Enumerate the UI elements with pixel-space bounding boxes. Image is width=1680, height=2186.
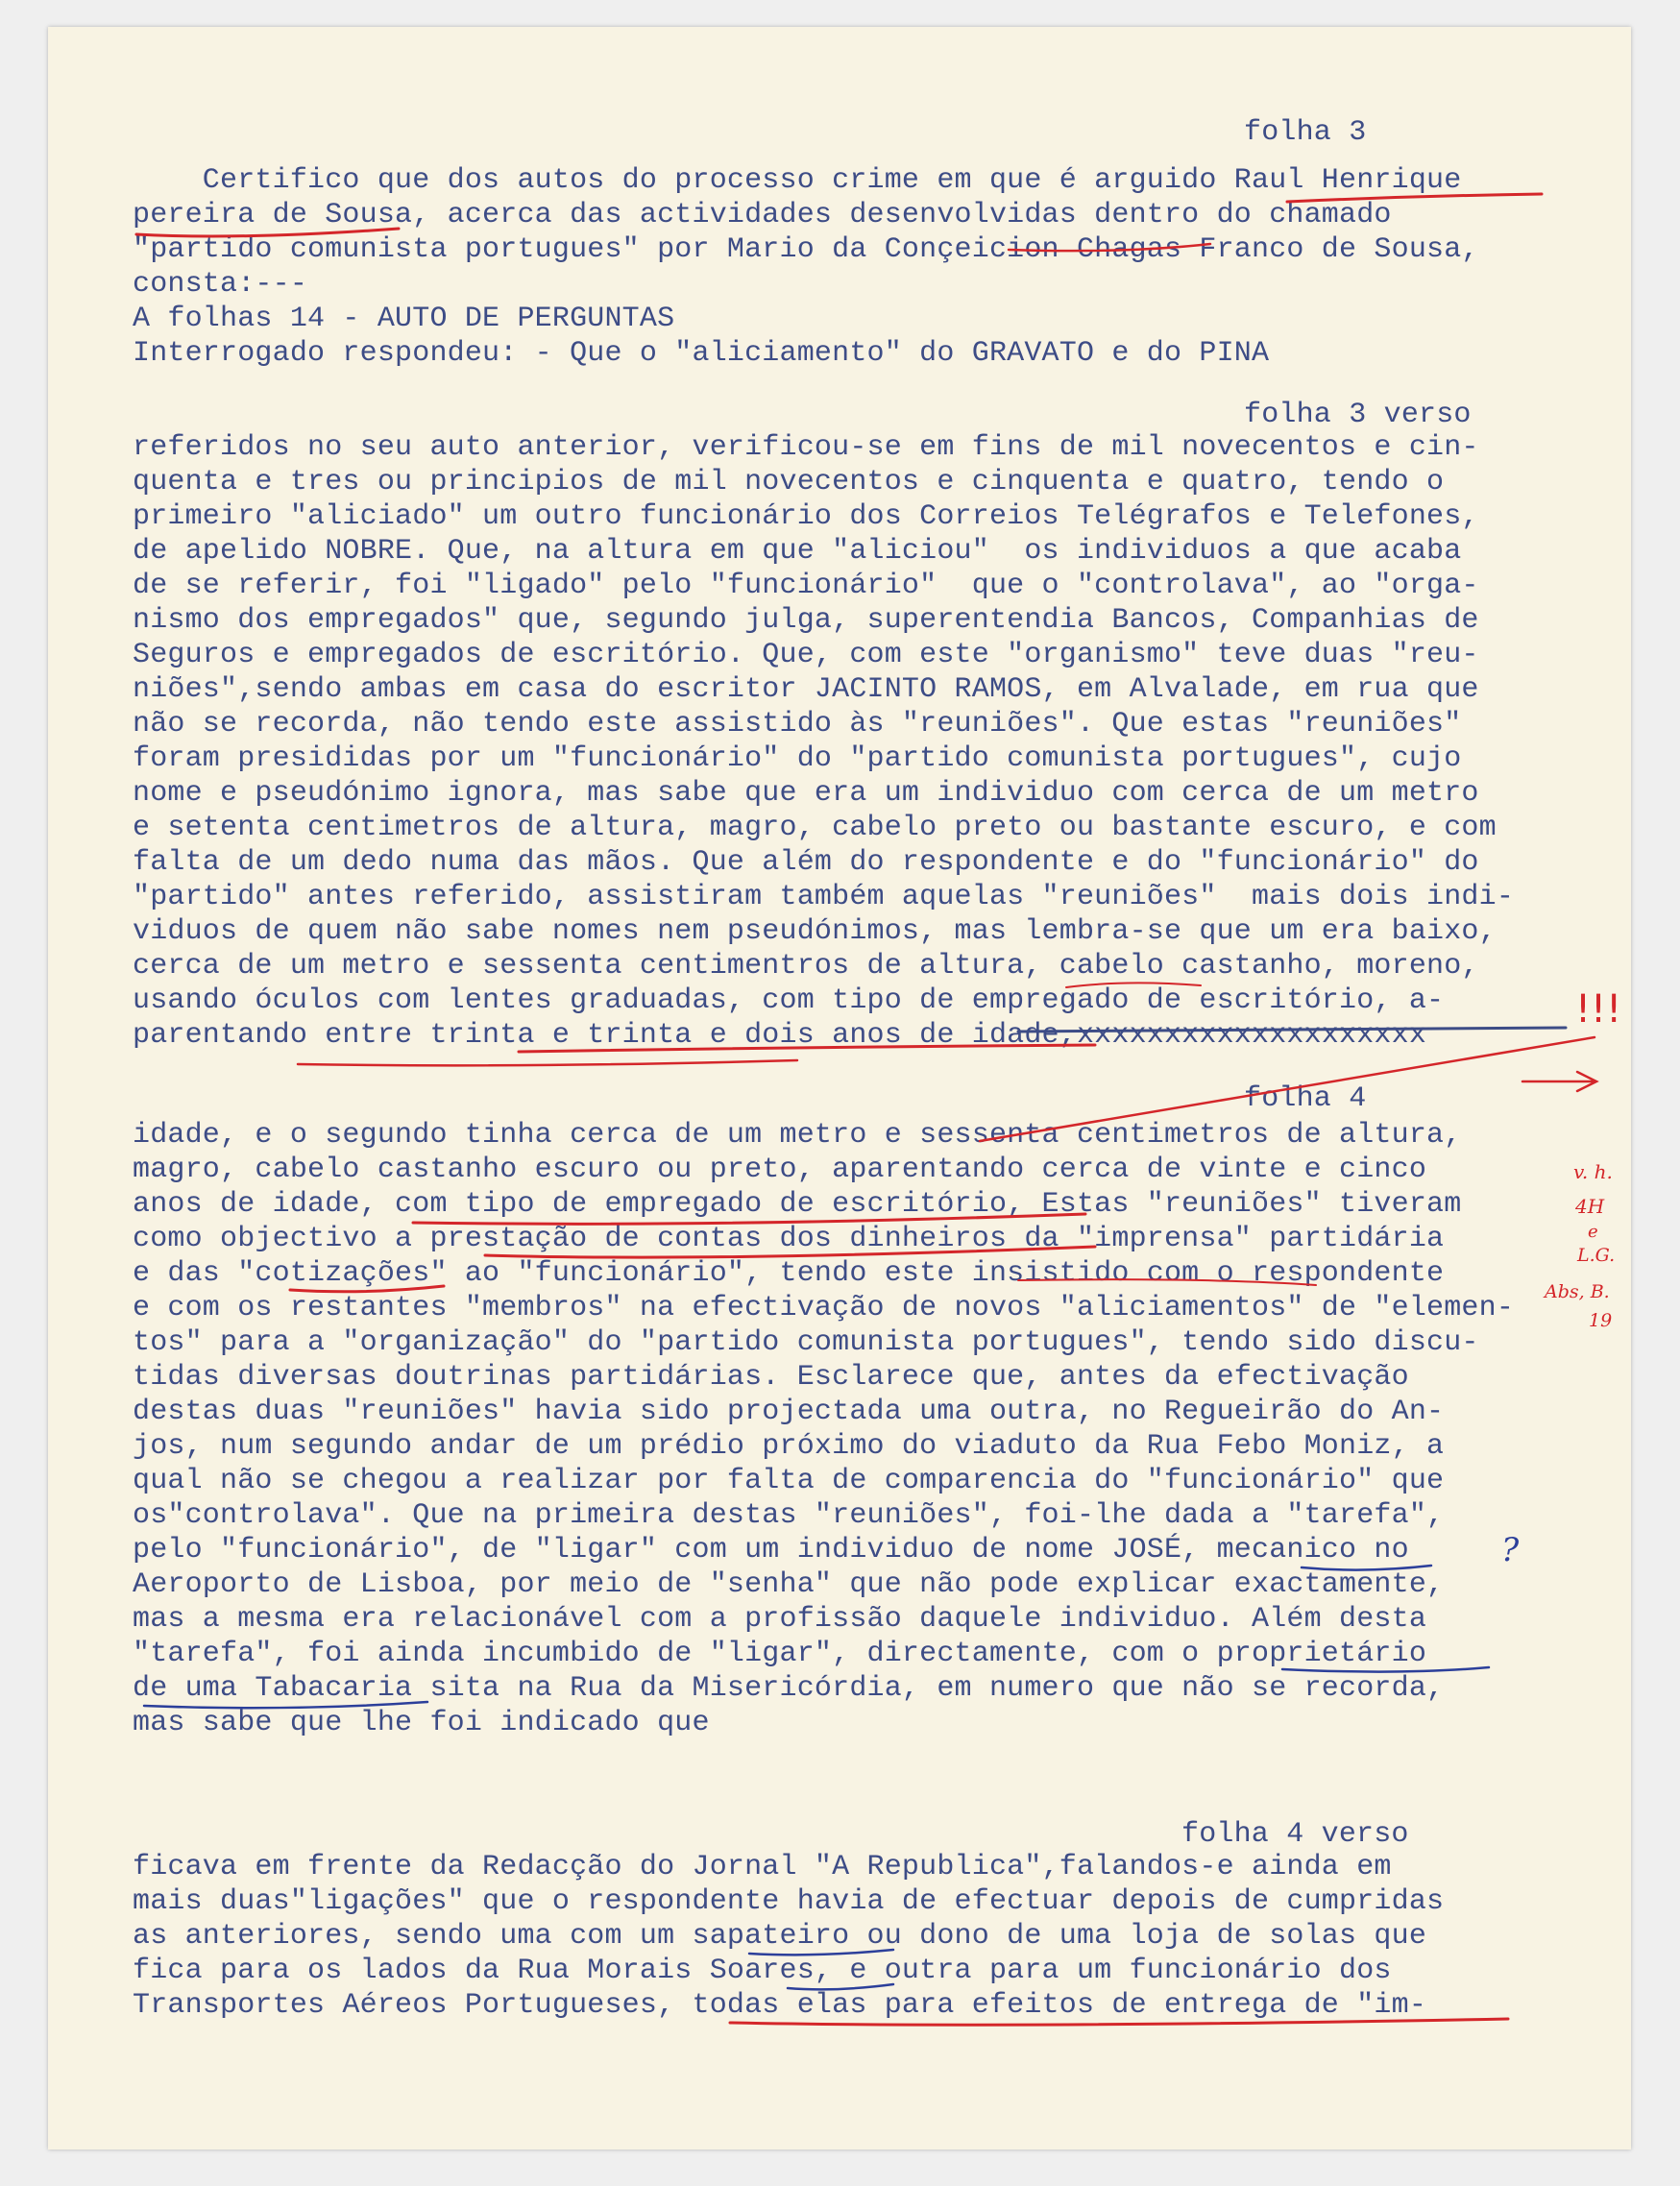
text-line: "partido comunista portugues" por Mario da Conçeicion Chagas Franco de Sousa, bbox=[133, 233, 1479, 266]
text-line: parentando entre trinta e trinta e dois anos de idade,xxxxxxxxxxxxxxxxxxxx bbox=[133, 1019, 1427, 1052]
margin-note: 19 bbox=[1589, 1310, 1613, 1331]
text-line: jos, num segundo andar de um prédio próximo do viaduto da Rua Febo Moniz, a bbox=[133, 1430, 1445, 1463]
text-line: Transportes Aéreos Portugueses, todas elas para efeitos de entrega de "im- bbox=[133, 1989, 1427, 2022]
question-mark: ? bbox=[1501, 1531, 1520, 1569]
document-page bbox=[48, 27, 1631, 2150]
red-underline bbox=[298, 1060, 797, 1065]
exclamation-mark: !!! bbox=[1575, 987, 1622, 1032]
text-line: tidas diversas doutrinas partidárias. Esclarece que, antes da efectivação bbox=[133, 1361, 1409, 1394]
margin-note: e bbox=[1588, 1222, 1598, 1242]
folio-number: folha 4 verso bbox=[1181, 1818, 1409, 1851]
text-line: os"controlava". Que na primeira destas "reuniões", foi-lhe dada a "tarefa", bbox=[133, 1499, 1445, 1532]
text-line: e com os restantes "membros" na efectivação de novos "aliciamentos" de "elemen- bbox=[133, 1292, 1515, 1324]
text-line: Aeroporto de Lisboa, por meio de "senha" que não pode explicar exactamente, bbox=[133, 1568, 1445, 1601]
folio-number: folha 4 bbox=[1244, 1082, 1367, 1115]
margin-note: Abs, B. bbox=[1545, 1281, 1610, 1302]
red-arrow bbox=[1522, 1072, 1596, 1091]
text-line: foram presididas por um "funcionário" do "partido comunista portugues", cujo bbox=[133, 742, 1462, 775]
text-line: consta:--- bbox=[133, 268, 308, 301]
text-line: tos" para a "organização" do "partido comunista portugues", tendo sido discu- bbox=[133, 1326, 1479, 1359]
text-line: "tarefa", foi ainda incumbido de "ligar", directamente, com o proprietário bbox=[133, 1638, 1427, 1670]
section-heading: A folhas 14 - AUTO DE PERGUNTAS bbox=[133, 303, 675, 335]
text-line: e das "cotizações" ao "funcionário", tendo este insistido com o respondente bbox=[133, 1257, 1445, 1290]
text-line: não se recorda, não tendo este assistido às "reuniões". Que estas "reuniões" bbox=[133, 708, 1462, 741]
margin-note: v. h. bbox=[1573, 1160, 1613, 1183]
text-line: magro, cabelo castanho escuro ou preto, aparentando cerca de vinte e cinco bbox=[133, 1154, 1427, 1186]
text-line: nismo dos empregados" que, segundo julga, superentendia Bancos, Companhias de bbox=[133, 604, 1479, 637]
text-line: viduos de quem não sabe nomes nem pseudónimos, mas lembra-se que um era baixo, bbox=[133, 915, 1497, 948]
text-line: quenta e tres ou principios de mil novecentos e cinquenta e quatro, tendo o bbox=[133, 466, 1445, 498]
text-line: como objectivo a prestação de contas dos dinheiros da "imprensa" partidária bbox=[133, 1223, 1445, 1255]
text-line: niões",sendo ambas em casa do escritor JACINTO RAMOS, em Alvalade, em rua que bbox=[133, 673, 1479, 706]
text-line: as anteriores, sendo uma com um sapateiro ou dono de uma loja de solas que bbox=[133, 1920, 1427, 1953]
text-line: referidos no seu auto anterior, verificou-se em fins de mil novecentos e cin- bbox=[133, 431, 1479, 464]
text-line: falta de um dedo numa das mãos. Que além do respondente e do "funcionário" do bbox=[133, 846, 1479, 879]
text-line: e setenta centimetros de altura, magro, cabelo preto ou bastante escuro, e com bbox=[133, 812, 1497, 844]
text-line: primeiro "aliciado" um outro funcionário dos Correios Telégrafos e Telefones, bbox=[133, 500, 1479, 533]
text-line: mas sabe que lhe foi indicado que bbox=[133, 1707, 710, 1739]
margin-note: 4H bbox=[1575, 1195, 1605, 1218]
text-line: anos de idade, com tipo de empregado de escritório, Estas "reuniões" tiveram bbox=[133, 1188, 1462, 1221]
folio-number: folha 3 bbox=[1244, 116, 1367, 149]
text-line: de apelido NOBRE. Que, na altura em que "aliciou" os individuos a que acaba bbox=[133, 535, 1462, 568]
text-line: pelo "funcionário", de "ligar" com um individuo de nome JOSÉ, mecanico no bbox=[133, 1534, 1409, 1567]
text-line: ficava em frente da Redacção do Jornal "A Republica",falandos-e ainda em bbox=[133, 1851, 1392, 1883]
text-line: pereira de Sousa, acerca das actividades desenvolvidas dentro do chamado bbox=[133, 199, 1392, 231]
text-line: mas a mesma era relacionável com a profissão daquele individuo. Além desta bbox=[133, 1603, 1427, 1636]
text-line: Certifico que dos autos do processo crime em que é arguido Raul Henrique bbox=[133, 164, 1462, 197]
text-line: "partido" antes referido, assistiram também aquelas "reuniões" mais dois indi- bbox=[133, 881, 1515, 913]
text-line: idade, e o segundo tinha cerca de um metro e sessenta centimetros de altura, bbox=[133, 1119, 1462, 1152]
text-line: Interrogado respondeu: - Que o "aliciamento" do GRAVATO e do PINA bbox=[133, 337, 1270, 370]
text-line: nome e pseudónimo ignora, mas sabe que era um individuo com cerca de um metro bbox=[133, 777, 1479, 810]
folio-number: folha 3 verso bbox=[1244, 399, 1472, 431]
text-line: fica para os lados da Rua Morais Soares, e outra para um funcionário dos bbox=[133, 1955, 1392, 1987]
text-line: mais duas"ligações" que o respondente havia de efectuar depois de cumpridas bbox=[133, 1885, 1445, 1918]
text-line: cerca de um metro e sessenta centimentros de altura, cabelo castanho, moreno, bbox=[133, 950, 1479, 983]
text-line: de uma Tabacaria sita na Rua da Misericórdia, em numero que não se recorda, bbox=[133, 1672, 1445, 1705]
text-line: usando óculos com lentes graduadas, com tipo de empregado de escritório, a- bbox=[133, 984, 1445, 1017]
text-line: destas duas "reuniões" havia sido projectada uma outra, no Regueirão do An- bbox=[133, 1396, 1445, 1428]
text-line: qual não se chegou a realizar por falta de comparencia do "funcionário" que bbox=[133, 1465, 1445, 1497]
text-line: de se referir, foi "ligado" pelo "funcionário" que o "controlava", ao "orga- bbox=[133, 570, 1479, 602]
text-line: Seguros e empregados de escritório. Que, com este "organismo" teve duas "reu- bbox=[133, 639, 1479, 671]
margin-note: L.G. bbox=[1577, 1245, 1616, 1266]
